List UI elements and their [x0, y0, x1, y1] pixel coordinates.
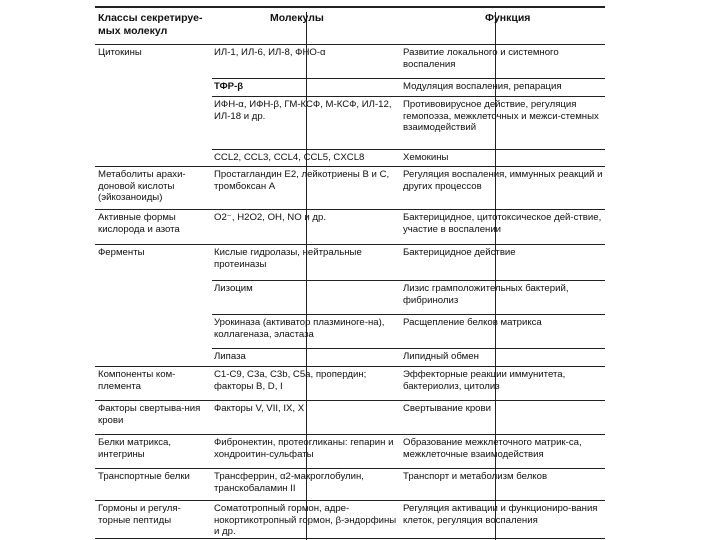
table-row: [95, 400, 605, 434]
row-class: Метаболиты арахи-доновой кислоты (эйкозаноиды): [98, 169, 186, 203]
row-function: Бактерицидное действие: [403, 247, 516, 258]
row-function: Регуляция воспаления, иммунных реакций и других процессов: [403, 169, 603, 192]
row-molecules: С1-С9, С3а, С3b, С5а, пропердин; факторы В, D, I: [214, 369, 367, 392]
table-row: [95, 44, 605, 78]
row-function: Эффекторные реакции иммунитета, бактериолиз, цитолиз: [403, 369, 566, 392]
secreted-molecules-table: [95, 6, 605, 537]
row-class: Активные формы кислорода и азота: [98, 212, 180, 235]
table-row: [95, 209, 605, 244]
row-molecules: Кислые гидролазы, нейтральные протеиназы: [214, 247, 362, 270]
row-molecules: ИФН-α, ИФН-β, ГМ-КСФ, М-КСФ, ИЛ-12, ИЛ-18 и др.: [214, 99, 392, 122]
row-function: Противовирусное действие, регуляция гемопоэза, межклеточных и межси-стемных взаимодействий: [403, 99, 599, 133]
row-class: Компоненты ком-племента: [98, 369, 176, 392]
table-row: [95, 500, 605, 540]
row-class: Факторы свертыва-ния крови: [98, 403, 201, 426]
row-molecules: CCL2, CCL3, CCL4, CCL5, CXCL8: [214, 152, 365, 163]
row-molecules: ТФР-β: [214, 81, 244, 92]
table-row: [95, 348, 605, 366]
row-function: Хемокины: [403, 152, 449, 163]
row-molecules: Фибронектин, протеогликаны: гепарин и хондроитин-сульфаты: [214, 437, 394, 460]
table-row: [95, 434, 605, 468]
table-row: [95, 96, 605, 149]
row-class: Цитокины: [98, 47, 142, 58]
row-molecules: Трансферрин, α2-макроглобулин, транскобаламин II: [214, 471, 364, 494]
table-row: [95, 244, 605, 280]
table-row: [95, 149, 605, 166]
table-header: [95, 6, 605, 45]
row-function: Расщепление белков матрикса: [403, 317, 542, 328]
table-row: [95, 78, 605, 96]
row-function: Регуляция активации и функциониро-вания клеток, регуляция воспаления: [403, 503, 598, 526]
row-molecules: Соматотропный гормон, адре-нокортикотропный гормон, β-эндорфины и др.: [214, 503, 397, 537]
row-function: Модуляция воспаления, репарация: [403, 81, 562, 92]
row-molecules: Урокиназа (активатор плазминоге-на), коллагеназа, эластаза: [214, 317, 385, 340]
row-class: Ферменты: [98, 247, 145, 258]
table-row: [95, 166, 605, 209]
table-bottom-border: [95, 538, 605, 539]
row-molecules: Лизоцим: [214, 283, 253, 294]
row-function: Свертывание крови: [403, 403, 491, 414]
row-class: Белки матрикса, интегрины: [98, 437, 172, 460]
row-molecules: Простагландин E2, лейкотриены В и С, тромбоксан А: [214, 169, 390, 192]
row-function: Бактерицидное, цитотоксическое дей-ствие, участие в воспалении: [403, 212, 602, 235]
table-row: [95, 468, 605, 500]
row-function: Транспорт и метаболизм белков: [403, 471, 548, 482]
row-function: Липидный обмен: [403, 351, 479, 362]
header-classes: Классы секретируе-мых молекул: [98, 12, 203, 37]
row-function: Образование межклеточного матрик-са, межклеточные взаимодействия: [403, 437, 582, 460]
table-row: [95, 314, 605, 348]
header-molecules: Молекулы: [270, 12, 324, 24]
row-molecules: Липаза: [214, 351, 246, 362]
row-function: Лизис грамположительных бактерий, фибринолиз: [403, 283, 569, 306]
row-class: Транспортные белки: [98, 471, 190, 482]
row-class: Гормоны и регуля-торные пептиды: [98, 503, 181, 526]
table-row: [95, 280, 605, 314]
row-molecules: O2⁻, H2O2, OH, NO и др.: [214, 212, 326, 223]
row-molecules: Факторы V, VII, IX, X: [214, 403, 305, 414]
header-function: Функция: [485, 12, 531, 24]
table-row: [95, 366, 605, 400]
row-molecules: ИЛ-1, ИЛ-6, ИЛ-8, ФНО-α: [214, 47, 326, 58]
row-function: Развитие локального и системного воспаления: [403, 47, 559, 70]
